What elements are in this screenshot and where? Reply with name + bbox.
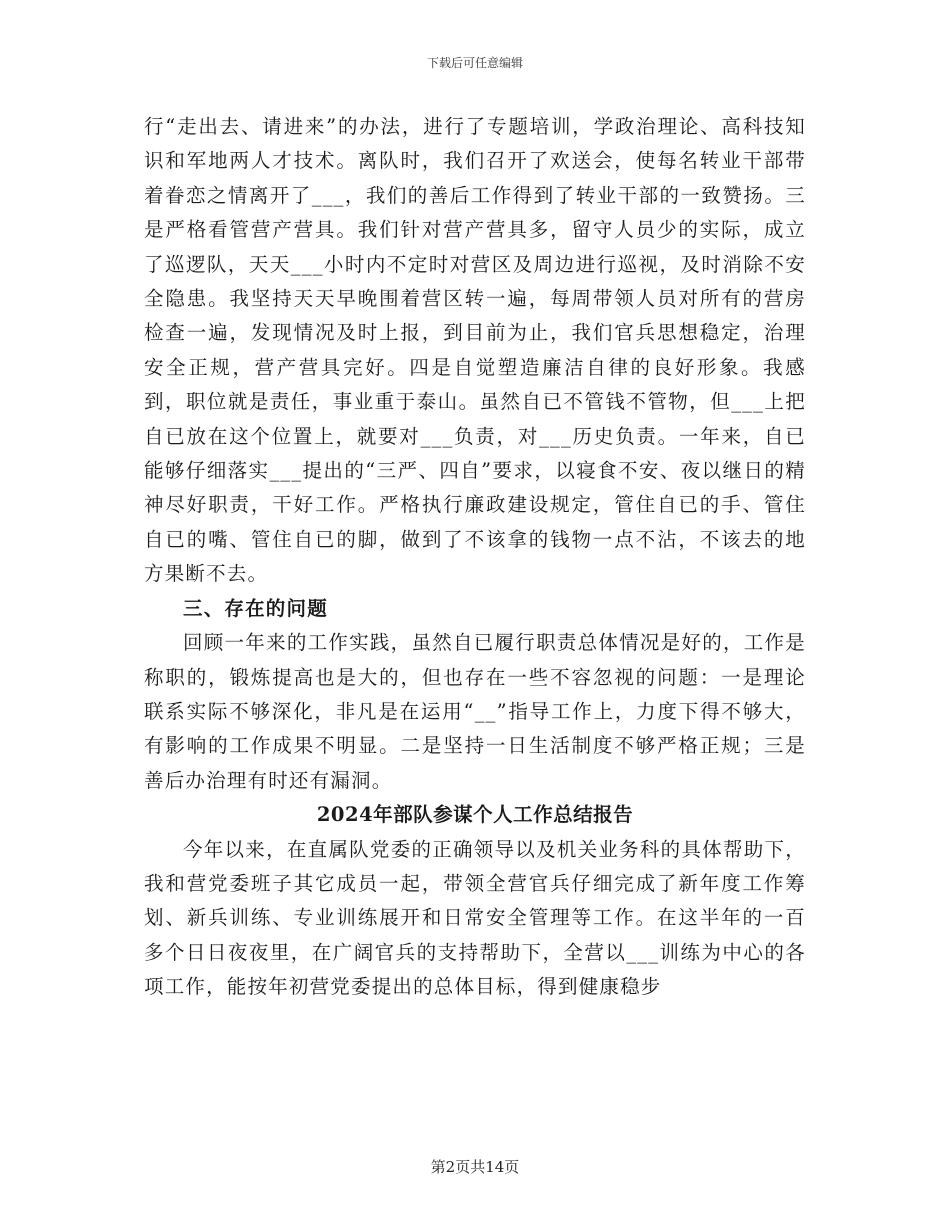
document-body [144,110,806,1005]
page-number: 第2页共14页 [430,1158,520,1176]
paragraph-problems: 回顾一年来的工作实践，虽然自已履行职责总体情况是好的，工作是称职的，锻炼提高也是大的，但也存在一些不容忽视的问题：一是理论联系实际不够深化，非凡是在运用“__”指导工作上，力度下得不够大，有影响的工作成果不明显。二是坚持一日生活制度不够严格正规；三是善后办治理有时还有漏洞。 [144,631,806,792]
section-heading-problems: 三、存在的问题 [183,596,328,620]
paragraph-continued: 行“走出去、请进来”的办法，进行了专题培训，学政治理论、高科技知识和军地两人才技术。离队时，我们召开了欢送会，使每名转业干部带着眷恋之情离开了___，我们的善后工作得到了转业干部的一致赞扬。三是严格看管营产营具。我们针对营产营具多，留守人员少的实际，成立了巡逻队，天天___小时内不定时对营区及周边进行巡视，及时消除不安全隐患。我坚持天天早晚围着营区转一遍，每周带领人员对所有的营房检查一遍，发现情况及时上报，到目前为止，我们官兵思想稳定，治理安全正规，营产营具完好。四是自觉塑造廉洁自律的良好形象。我感到，职位就是责任，事业重于泰山。虽然自已不管钱不管物，但___上把自已放在这个位置上，就要对___负责，对___历史负责。一年来，自已能够仔细落实___提出的“三严、四自”要求，以寝食不安、夜以继日的精神尽好职责，干好工作。严格执行廉政建设规定，管住自已的手、管住自已的嘴、管住自已的脚，做到了不该拿的钱物一点不沾，不该去的地方果断不去。 [144,115,806,586]
document-title: 2024年部队参谋个人工作总结报告 [316,803,634,827]
page-header-note: 下载后可任意编辑 [426,56,523,70]
paragraph-intro: 今年以来，在直属队党委的正确领导以及机关业务科的具体帮助下，我和营党委班子其它成员一起，带领全营官兵仔细完成了新年度工作筹划、新兵训练、专业训练展开和日常安全管理等工作。在这半年的一百多个日日夜夜里，在广阔官兵的支持帮助下，全营以___训练为中心的各项工作，能按年初营党委提出的总体目标，得到健康稳步 [144,837,806,999]
